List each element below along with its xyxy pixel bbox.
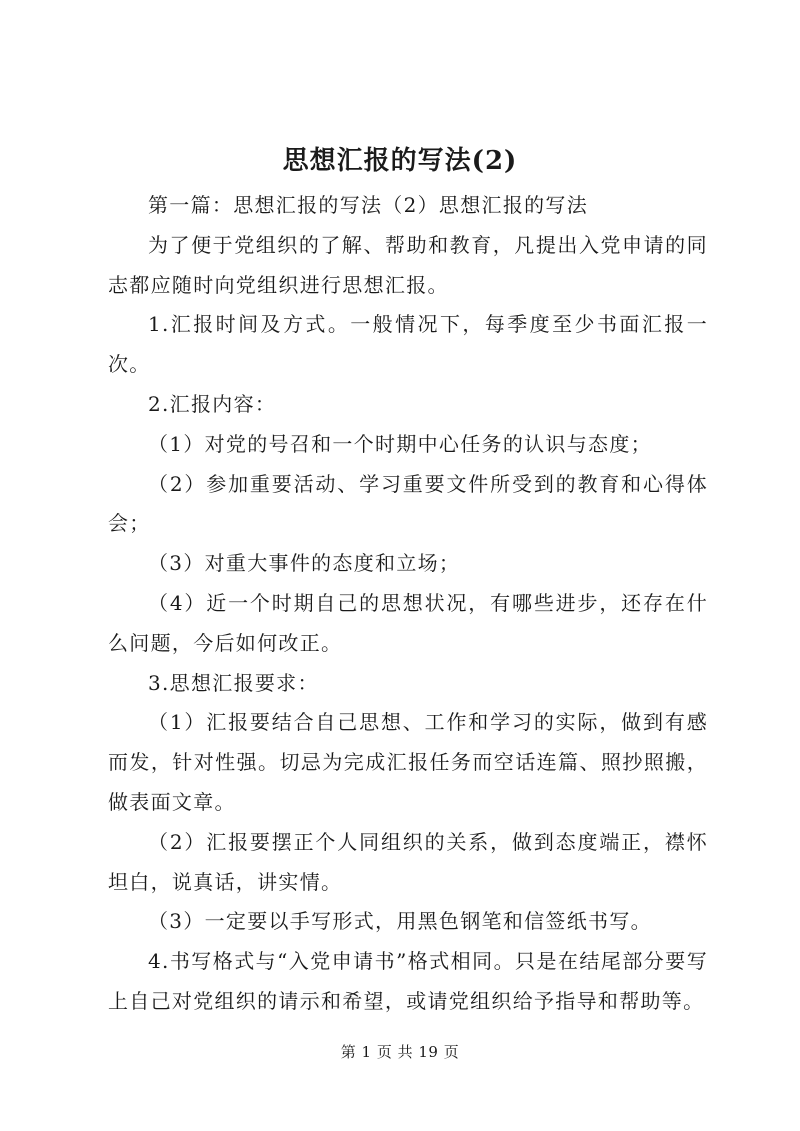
paragraph: （3）一定要以手写形式，用黑色钢笔和信签纸书写。 [148, 909, 652, 934]
paragraph: 为了便于党组织的了解、帮助和教育，凡提出入党申请的同志都应随时向党组织进行思想汇报。 [108, 232, 708, 297]
paragraph: （1）对党的号召和一个时期中心任务的认识与态度； [148, 431, 652, 456]
document-title: 思想汇报的写法(2) [282, 146, 518, 176]
paragraph: 第一篇：思想汇报的写法（2）思想汇报的写法 [148, 193, 589, 217]
paragraph: （2）参加重要活动、学习重要文件所受到的教育和心得体会； [108, 471, 708, 536]
paragraph: （1）汇报要结合自己思想、工作和学习的实际，做到有感而发，针对性强。切忌为完成汇报任务而空话连篇、照抄照搬，做表面文章。 [108, 710, 708, 814]
paragraph: 2.汇报内容： [148, 391, 277, 416]
paragraph: （3）对重大事件的态度和立场； [148, 551, 461, 576]
paragraph: （2）汇报要摆正个人同组织的关系，做到态度端正，襟怀坦白，说真话，讲实情。 [108, 829, 708, 894]
paragraph: 4.书写格式与“入党申请书”格式相同。只是在结尾部分要写上自己对党组织的请示和希望，或请党组织给予指导和帮助等。 [108, 949, 708, 1013]
paragraph: （4）近一个时期自己的思想状况，有哪些进步，还存在什么问题，今后如何改正。 [108, 590, 708, 655]
document-body [108, 186, 708, 1022]
page-footer: 第 1 页 共 19 页 [340, 1043, 460, 1061]
paragraph: 3.思想汇报要求： [148, 670, 319, 695]
paragraph: 1.汇报时间及方式。一般情况下，每季度至少书面汇报一次。 [108, 312, 708, 377]
